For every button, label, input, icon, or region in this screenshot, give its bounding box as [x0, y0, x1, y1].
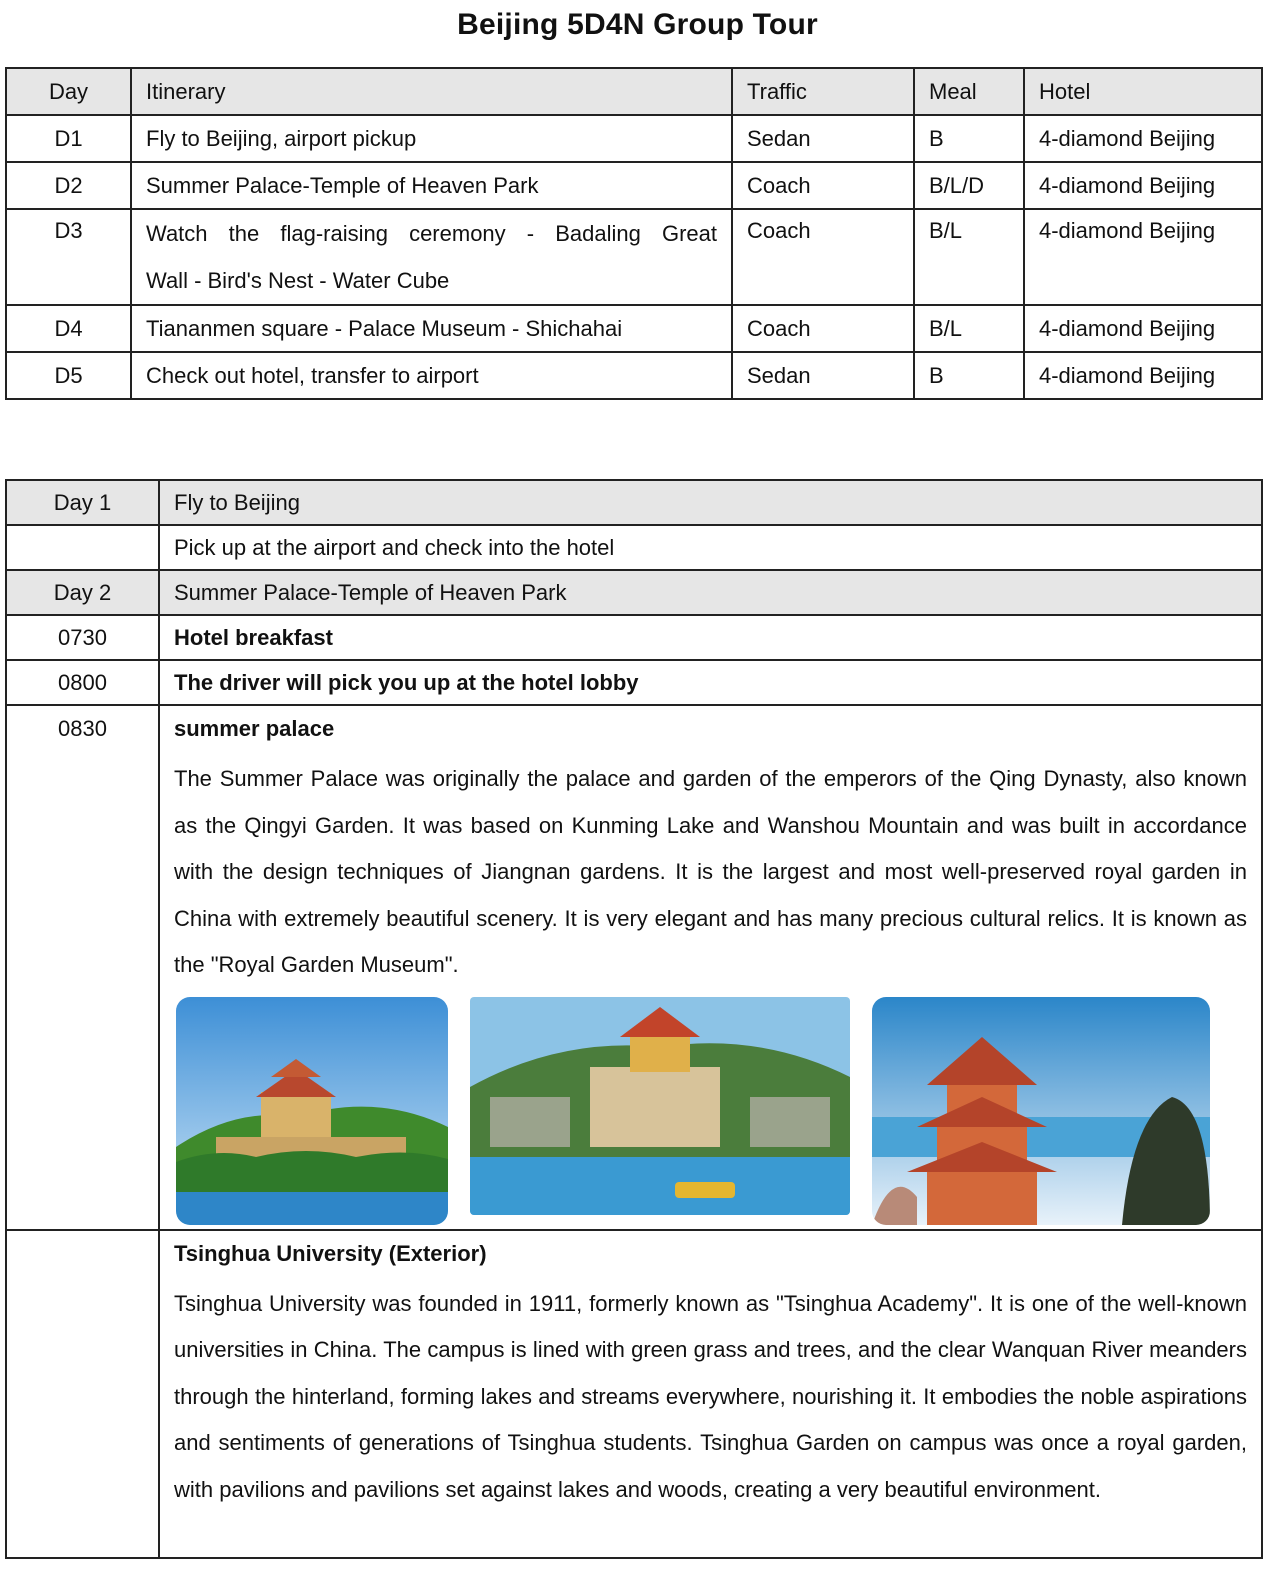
photo-strip — [176, 997, 1247, 1229]
table-row — [6, 352, 1262, 399]
day-header-row — [6, 480, 1262, 525]
summer-palace-lake-photo — [470, 997, 850, 1215]
meal-cell: B — [914, 115, 1024, 162]
meal-cell: B/L — [914, 209, 1024, 305]
day-cell: D4 — [6, 305, 131, 352]
header-day: Day — [6, 68, 131, 115]
day-label: Day 1 — [6, 480, 159, 525]
day-cell: D5 — [6, 352, 131, 399]
empty-cell — [6, 1230, 159, 1558]
schedule-time: 0830 — [6, 705, 159, 1230]
summer-palace-photo — [176, 997, 448, 1225]
itinerary-cell: Fly to Beijing, airport pickup — [131, 115, 732, 162]
attraction-description: Tsinghua University was founded in 1911, formerly known as "Tsinghua Academy". It is one of the well-known universities in China. The campus is lined with green grass and trees, and the clear Wanquan River meanders through the hinterland, forming lakes and streams everywhere, nourishing it. It embodies the noble aspirations and sentiments of generations of Tsinghua students. Tsinghua Garden on campus was once a royal garden, with pavilions and pavilions set against lakes and woods, creating a very beautiful environment. — [174, 1290, 1247, 1502]
itinerary-cell: Tiananmen square - Palace Museum - Shichahai — [131, 305, 732, 352]
header-meal: Meal — [914, 68, 1024, 115]
attraction-cell — [159, 1230, 1262, 1558]
schedule-text: Hotel breakfast — [159, 615, 1262, 660]
traffic-cell: Coach — [732, 162, 914, 209]
page-title: Beijing 5D4N Group Tour — [457, 8, 818, 41]
traffic-cell: Sedan — [732, 115, 914, 162]
day-title: Fly to Beijing — [159, 480, 1262, 525]
header-hotel: Hotel — [1024, 68, 1262, 115]
day-label: Day 2 — [6, 570, 159, 615]
schedule-row — [6, 615, 1262, 660]
itinerary-cell: Summer Palace-Temple of Heaven Park — [131, 162, 732, 209]
day-cell: D3 — [6, 209, 131, 305]
schedule-row — [6, 1230, 1262, 1558]
attraction-heading: Tsinghua University (Exterior) — [174, 1240, 487, 1266]
day-note: Pick up at the airport and check into the hotel — [159, 525, 1262, 570]
schedule-text: The driver will pick you up at the hotel lobby — [159, 660, 1262, 705]
table-row — [6, 209, 1262, 305]
day-cell: D2 — [6, 162, 131, 209]
summary-header-row — [6, 68, 1262, 115]
hotel-cell: 4-diamond Beijing — [1024, 209, 1262, 305]
meal-cell: B/L — [914, 305, 1024, 352]
traffic-cell: Coach — [732, 305, 914, 352]
day-cell: D1 — [6, 115, 131, 162]
itinerary-line: Watch the flag-raising ceremony - Badaling Great — [146, 221, 717, 246]
schedule-time: 0800 — [6, 660, 159, 705]
itinerary-cell — [131, 209, 732, 305]
attraction-heading: summer palace — [174, 716, 335, 741]
hotel-cell: 4-diamond Beijing — [1024, 162, 1262, 209]
schedule-time: 0730 — [6, 615, 159, 660]
attraction-cell — [159, 705, 1262, 1230]
tower-of-buddhist-incense-photo — [872, 997, 1210, 1225]
header-traffic: Traffic — [732, 68, 914, 115]
traffic-cell: Coach — [732, 209, 914, 305]
itinerary-cell: Check out hotel, transfer to airport — [131, 352, 732, 399]
itinerary-line: Wall - Bird's Nest - Water Cube — [146, 268, 450, 293]
hotel-cell: 4-diamond Beijing — [1024, 352, 1262, 399]
table-row — [6, 305, 1262, 352]
attraction-description: The Summer Palace was originally the palace and garden of the emperors of the Qing Dynasty, also known as the Qingyi Garden. It was based on Kunming Lake and Wanshou Mountain and was built in accordance with the design techniques of Jiangnan gardens. It is the largest and most well-preserved royal garden in China with extremely beautiful scenery. It is very elegant and has many precious cultural relics. It is known as the "Royal Garden Museum". — [174, 766, 1247, 977]
meal-cell: B — [914, 352, 1024, 399]
schedule-row — [6, 705, 1262, 1230]
empty-cell — [6, 525, 159, 570]
day-title: Summer Palace-Temple of Heaven Park — [159, 570, 1262, 615]
schedule-row — [6, 660, 1262, 705]
summary-table — [5, 67, 1263, 400]
hotel-cell: 4-diamond Beijing — [1024, 305, 1262, 352]
detail-table — [5, 479, 1263, 1559]
meal-cell: B/L/D — [914, 162, 1024, 209]
table-row — [6, 115, 1262, 162]
day-header-row — [6, 570, 1262, 615]
hotel-cell: 4-diamond Beijing — [1024, 115, 1262, 162]
table-row — [6, 525, 1262, 570]
table-row — [6, 162, 1262, 209]
header-itinerary: Itinerary — [131, 68, 732, 115]
traffic-cell: Sedan — [732, 352, 914, 399]
